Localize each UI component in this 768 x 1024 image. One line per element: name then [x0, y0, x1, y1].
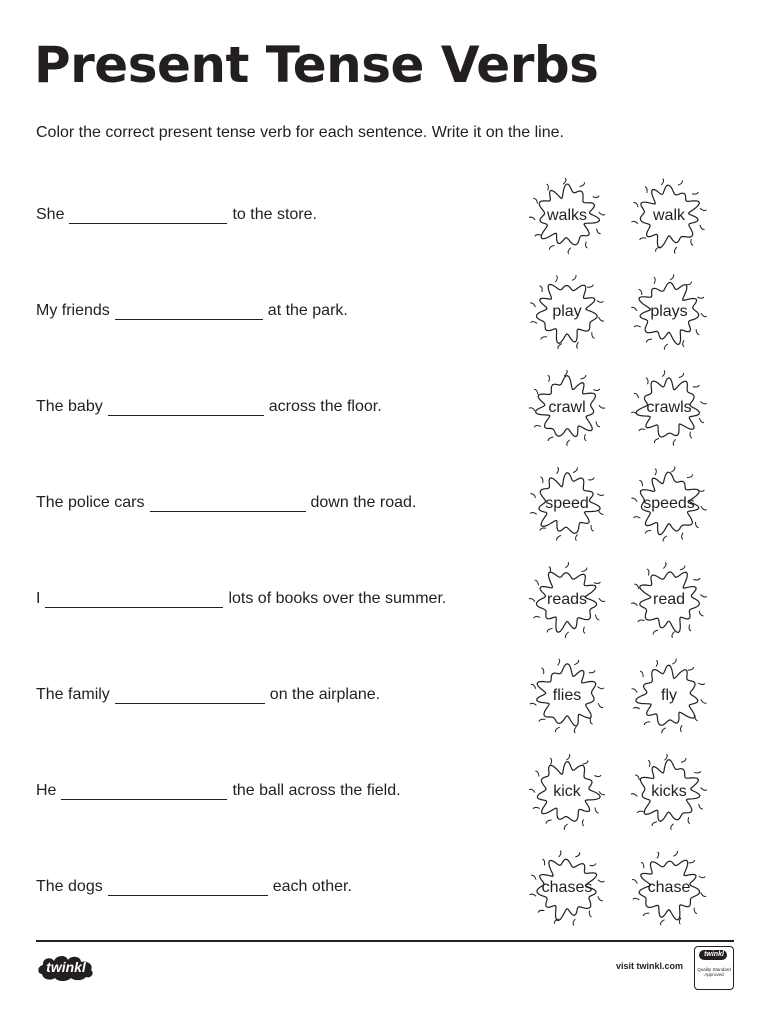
- verb-option[interactable]: [527, 656, 607, 736]
- exercise-row: [0, 648, 768, 744]
- sentence-start: My friends: [36, 302, 110, 319]
- sentence: [36, 398, 382, 416]
- footer-divider: [36, 940, 734, 942]
- sentence-end: lots of books over the summer.: [228, 590, 447, 607]
- sentence-start: She: [36, 206, 65, 223]
- verb-option[interactable]: [629, 656, 709, 736]
- instructions: Color the correct present tense verb for each sentence. Write it on the line.: [36, 124, 564, 141]
- exercise-row: [0, 840, 768, 936]
- answer-blank[interactable]: [61, 785, 227, 800]
- verb-option-label: speed: [545, 495, 589, 512]
- sentence: [36, 782, 401, 800]
- sentence-end: at the park.: [267, 302, 348, 319]
- verb-option-label: kick: [553, 783, 581, 800]
- verb-option[interactable]: [527, 272, 607, 352]
- answer-blank[interactable]: [108, 881, 268, 896]
- verb-option[interactable]: [527, 464, 607, 544]
- sentence-end: on the airplane.: [269, 686, 381, 703]
- verb-option[interactable]: [629, 752, 709, 832]
- verb-option-label: kicks: [651, 783, 687, 800]
- sentence-start: I: [36, 590, 41, 607]
- verb-option-label: reads: [546, 591, 588, 608]
- verb-option[interactable]: [527, 752, 607, 832]
- sentence-end: to the store.: [232, 206, 317, 223]
- verb-option-label: chases: [541, 879, 593, 896]
- verb-option-label: play: [552, 303, 582, 320]
- exercise-row: [0, 456, 768, 552]
- answer-blank[interactable]: [150, 497, 306, 512]
- sentence-start: The police cars: [36, 494, 145, 511]
- visit-link[interactable]: visit twinkl.com: [616, 961, 684, 971]
- verb-option[interactable]: [629, 176, 709, 256]
- sentence-end: each other.: [272, 878, 352, 895]
- verb-option[interactable]: [527, 176, 607, 256]
- sentence: [36, 590, 446, 608]
- sentence: [36, 878, 352, 896]
- twinkl-logo[interactable]: [36, 952, 96, 982]
- exercise-row: [0, 264, 768, 360]
- verb-option[interactable]: [629, 464, 709, 544]
- sentence: [36, 302, 348, 320]
- verb-option[interactable]: [629, 560, 709, 640]
- verb-option[interactable]: [629, 272, 709, 352]
- verb-option-label: chase: [647, 879, 691, 896]
- verb-option-label: walks: [546, 207, 587, 224]
- answer-blank[interactable]: [115, 689, 265, 704]
- badge-brand: twinkl: [704, 951, 724, 958]
- verb-option[interactable]: [629, 368, 709, 448]
- exercise-row: [0, 744, 768, 840]
- verb-option[interactable]: [527, 368, 607, 448]
- quality-badge: [694, 946, 734, 990]
- sentence-start: The baby: [36, 398, 103, 415]
- badge-text: Quality Standard Approved: [697, 967, 731, 977]
- exercise-row: [0, 168, 768, 264]
- verb-option-label: speeds: [643, 495, 695, 512]
- sentence: [36, 494, 416, 512]
- sentence-end: the ball across the field.: [232, 782, 401, 799]
- sentence-start: The dogs: [36, 878, 103, 895]
- answer-blank[interactable]: [108, 401, 264, 416]
- verb-option[interactable]: [527, 560, 607, 640]
- verb-option-label: plays: [650, 303, 688, 320]
- sentence: [36, 686, 380, 704]
- verb-option-label: walk: [652, 207, 685, 224]
- answer-blank[interactable]: [115, 305, 263, 320]
- logo-text: twinkl: [46, 959, 86, 975]
- sentence-start: He: [36, 782, 57, 799]
- verb-option[interactable]: [527, 848, 607, 928]
- sentence-end: down the road.: [310, 494, 417, 511]
- verb-option-label: read: [652, 591, 686, 608]
- sentence: [36, 206, 317, 224]
- answer-blank[interactable]: [45, 593, 223, 608]
- verb-option-label: crawl: [548, 399, 586, 416]
- exercise-row: [0, 360, 768, 456]
- sentence-start: The family: [36, 686, 110, 703]
- verb-option[interactable]: [629, 848, 709, 928]
- sentence-end: across the floor.: [268, 398, 382, 415]
- verb-option-label: flies: [552, 687, 582, 704]
- exercise-row: [0, 552, 768, 648]
- verb-option-label: crawls: [646, 399, 692, 416]
- answer-blank[interactable]: [69, 209, 227, 224]
- verb-option-label: fly: [661, 687, 677, 704]
- page-title: Present Tense Verbs: [34, 36, 599, 94]
